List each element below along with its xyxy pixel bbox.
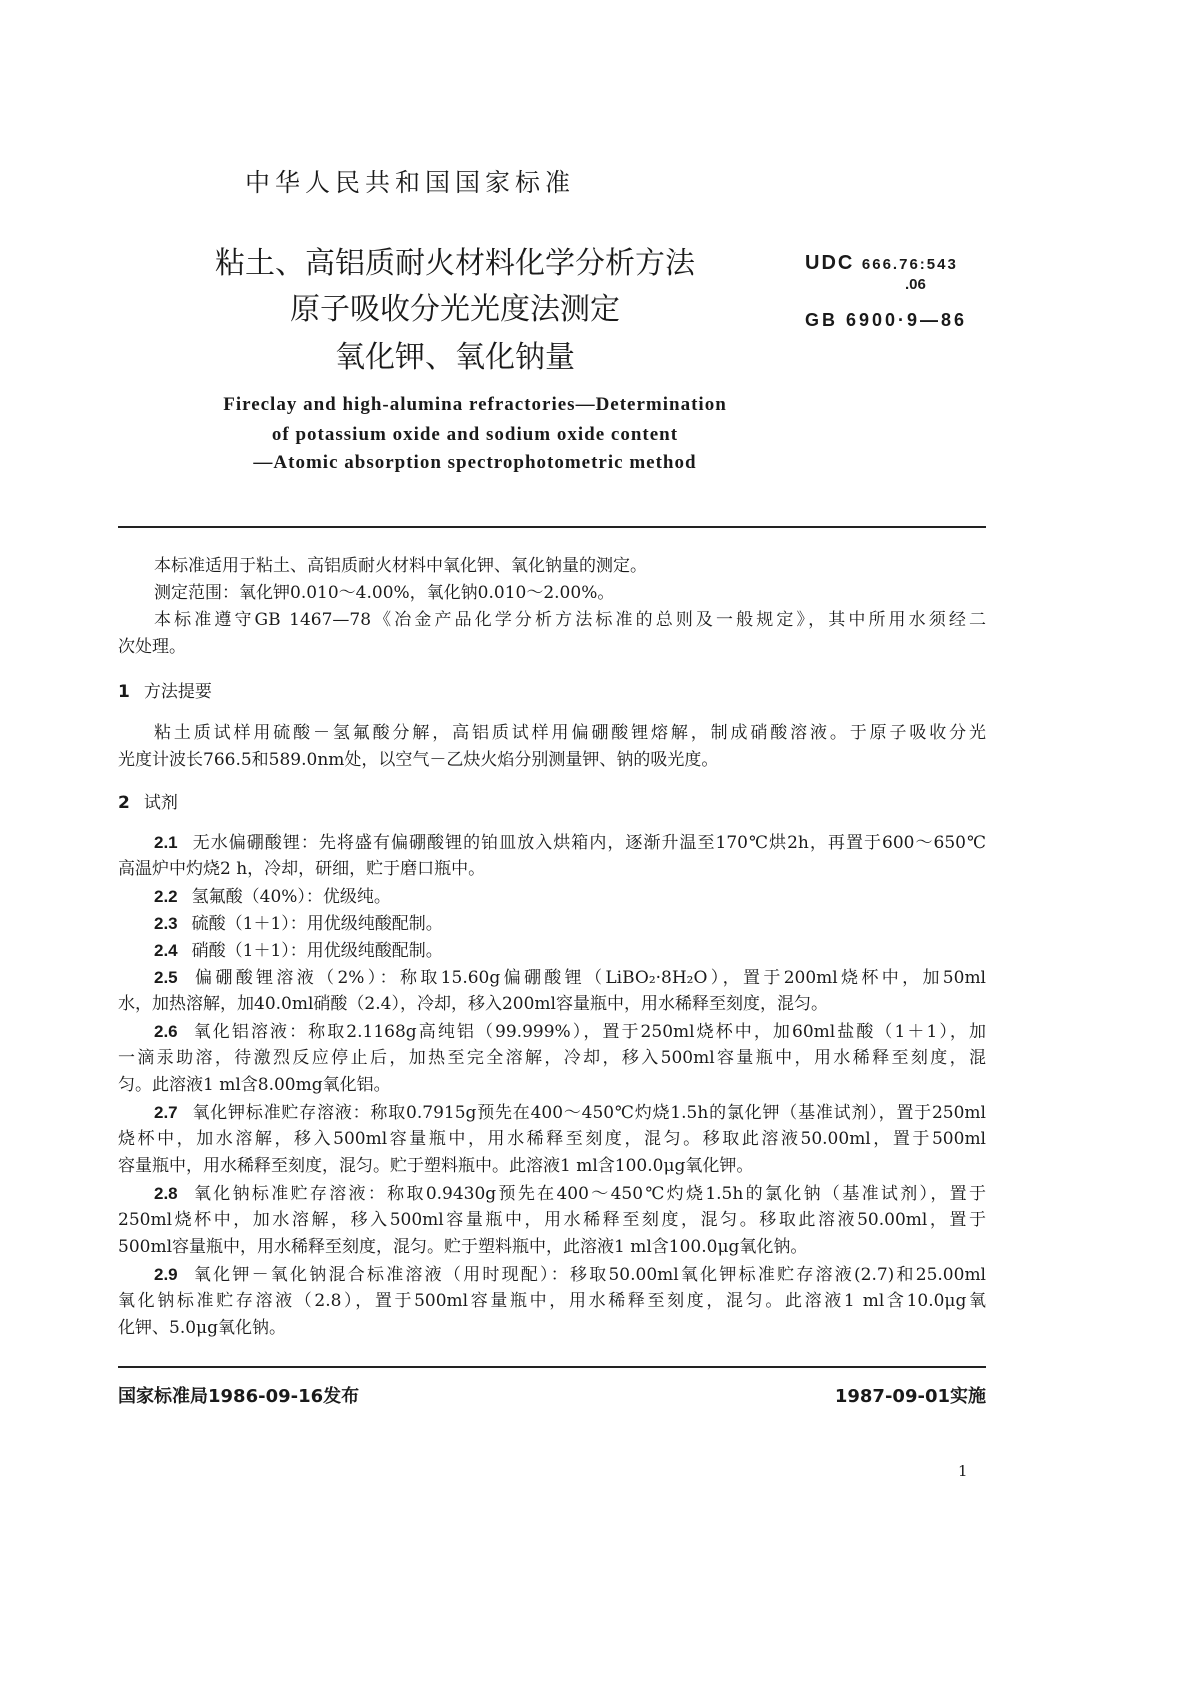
line-text: 一滴汞助溶，待激烈反应停止后，加热至完全溶解，冷却，移入500ml容量瓶中，用水稀释至刻度，混 <box>118 1048 986 1068</box>
line-text: 250ml烧杯中，加水溶解，移入500ml容量瓶中，用水稀释至刻度，混匀。移取此溶液50.00ml，置于 <box>118 1210 986 1230</box>
text-line <box>118 991 986 1018</box>
text-line <box>118 607 986 634</box>
standard-header: 中华人民共和国国家标准 <box>244 168 575 197</box>
udc-code <box>805 252 958 275</box>
text-line <box>118 1072 986 1099</box>
document-body <box>118 553 986 1342</box>
line-text: 匀。此溶液1 ml含8.00mg氧化铝。 <box>118 1075 391 1095</box>
text-line <box>118 937 986 964</box>
text-line <box>118 553 986 580</box>
line-text: 氧化铝溶液：称取2.1168g高纯铝（99.999%），置于250ml烧杯中，加60ml盐酸（1＋1），加 <box>191 1022 986 1042</box>
spacer <box>118 817 986 829</box>
line-text: 本标准适用于粘土、高铝质耐火材料中氧化钾、氧化钠量的测定。 <box>154 556 647 576</box>
text-line <box>118 856 986 883</box>
text-line <box>118 1180 986 1207</box>
title-line-3: 氧化钾、氧化钠量 <box>335 340 575 375</box>
item-number: 2.1 <box>154 833 178 852</box>
text-line <box>118 1126 986 1153</box>
line-text: 氧化钠标准贮存溶液（2.8），置于500ml容量瓶中，用水稀释至刻度，混匀。此溶液1 ml含10.0μg氧 <box>118 1291 986 1311</box>
line-text: 氧化钾－氧化钠混合标准溶液（用时现配）：移取50.00ml氧化钾标准贮存溶液(2.7)和25.00ml <box>191 1265 986 1285</box>
text-line <box>118 910 986 937</box>
header-rule <box>118 526 986 528</box>
line-text: 氢氟酸（40%）：优级纯。 <box>191 887 391 907</box>
text-line <box>118 829 986 856</box>
line-text: 本标准遵守GB 1467—78《冶金产品化学分析方法标准的总则及一般规定》，其中所用水须经二 <box>154 610 986 630</box>
line-text: 偏硼酸锂溶液（2%）：称取15.60g偏硼酸锂（LiBO₂·8H₂O），置于200ml烧杯中，加50ml <box>191 968 986 988</box>
issue-date: 国家标准局1986-09-16发布 <box>118 1386 360 1407</box>
english-title-1: Fireclay and high-alumina refractories—Determination <box>223 394 727 415</box>
item-number: 2.9 <box>154 1265 178 1284</box>
english-title-3: —Atomic absorption spectrophotometric method <box>253 452 697 473</box>
udc-label: UDC <box>805 252 855 274</box>
page-number: 1 <box>958 1462 968 1480</box>
text-line <box>118 964 986 991</box>
text-line <box>118 580 986 607</box>
section-number: 2 <box>118 793 130 813</box>
item-number: 2.4 <box>154 941 178 960</box>
title-line-1: 粘土、高铝质耐火材料化学分析方法 <box>215 246 695 281</box>
section-title: 方法提要 <box>143 682 212 702</box>
line-text: 次处理。 <box>118 637 186 657</box>
line-text: 硝酸（1＋1）：用优级纯酸配制。 <box>191 941 443 961</box>
line-text: 化钾、5.0μg氧化钠。 <box>118 1318 286 1338</box>
line-text: 粘土质试样用硫酸－氢氟酸分解，高铝质试样用偏硼酸锂熔解，制成硝酸溶液。于原子吸收分光 <box>154 723 986 743</box>
text-line <box>118 1045 986 1072</box>
english-title-2: of potassium oxide and sodium oxide content <box>271 424 679 445</box>
line-text: 光度计波长766.5和589.0nm处，以空气－乙炔火焰分别测量钾、钠的吸光度。 <box>118 750 719 770</box>
text-line <box>118 634 986 661</box>
line-text: 氧化钾标准贮存溶液：称取0.7915g预先在400～450℃灼烧1.5h的氯化钾（基准试剂），置于250ml <box>191 1103 986 1123</box>
item-number: 2.2 <box>154 887 178 906</box>
item-number: 2.7 <box>154 1103 178 1122</box>
section-title: 试剂 <box>143 793 178 813</box>
text-line <box>118 883 986 910</box>
line-text: 硫酸（1＋1）：用优级纯酸配制。 <box>191 914 443 934</box>
effective-date: 1987-09-01实施 <box>834 1386 986 1407</box>
line-text: 容量瓶中，用水稀释至刻度，混匀。贮于塑料瓶中。此溶液1 ml含100.0μg氧化钾。 <box>118 1156 754 1176</box>
spacer <box>118 661 986 679</box>
gb-number: GB 6900·9—86 <box>805 310 968 330</box>
line-text: 氧化钠标准贮存溶液：称取0.9430g预先在400～450℃灼烧1.5h的氯化钠（基准试剂），置于 <box>191 1184 986 1204</box>
text-line <box>118 1153 986 1180</box>
text-line <box>118 1099 986 1126</box>
item-number: 2.8 <box>154 1184 178 1203</box>
text-line <box>118 1261 986 1288</box>
text-line <box>118 1234 986 1261</box>
line-text: 无水偏硼酸锂：先将盛有偏硼酸锂的铂皿放入烘箱内，逐渐升温至170℃烘2h，再置于600～650℃ <box>191 833 986 853</box>
text-line <box>118 747 986 774</box>
section-number: 1 <box>118 682 130 702</box>
item-number: 2.6 <box>154 1022 178 1041</box>
text-line <box>118 1018 986 1045</box>
title-line-2: 原子吸收分光光度法测定 <box>290 292 620 327</box>
section-2-heading <box>118 790 986 817</box>
section-1-heading <box>118 679 986 706</box>
text-line <box>118 1288 986 1315</box>
item-number: 2.3 <box>154 914 178 933</box>
footer-rule <box>118 1366 986 1368</box>
line-text: 测定范围：氧化钾0.010～4.00%，氧化钠0.010～2.00%。 <box>154 583 615 603</box>
line-text: 烧杯中，加水溶解，移入500ml容量瓶中，用水稀释至刻度，混匀。移取此溶液50.00ml，置于500ml <box>118 1129 986 1149</box>
udc-number-2: .06 <box>905 276 926 293</box>
line-text: 500ml容量瓶中，用水稀释至刻度，混匀。贮于塑料瓶中，此溶液1 ml含100.0μg氧化钠。 <box>118 1237 808 1257</box>
text-line <box>118 1315 986 1342</box>
spacer <box>118 706 986 720</box>
spacer <box>118 774 986 790</box>
line-text: 水，加热溶解，加40.0ml硝酸（2.4），冷却，移入200ml容量瓶中，用水稀释至刻度，混匀。 <box>118 994 828 1014</box>
line-text: 高温炉中灼烧2 h，冷却，研细，贮于磨口瓶中。 <box>118 859 486 879</box>
item-number: 2.5 <box>154 968 178 987</box>
text-line <box>118 720 986 747</box>
udc-number: 666.76:543 <box>861 256 958 273</box>
text-line <box>118 1207 986 1234</box>
